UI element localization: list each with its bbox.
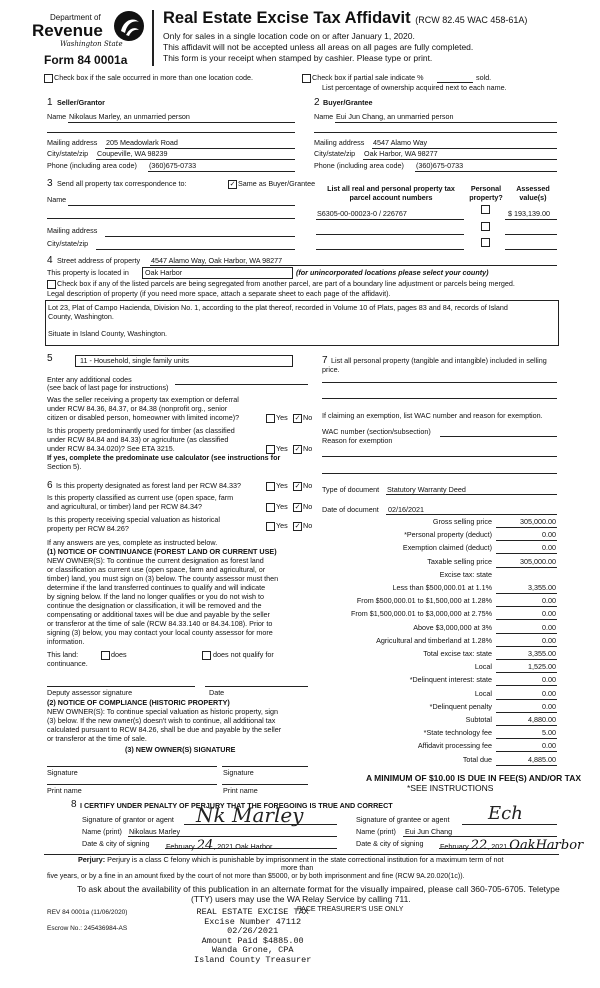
tax-row-line <box>496 593 557 594</box>
tax-row-value[interactable]: 0.00 <box>542 623 556 632</box>
parcel-number-1[interactable]: S6305-00-00023-0 / 226767 <box>317 209 407 218</box>
q-exemption-c: citizen or disabled person, homeowner with limited income)? <box>47 413 240 422</box>
doc-date-line <box>386 514 557 515</box>
tax-row-label: *Personal property (deduct) <box>404 530 492 539</box>
grantee-day: 22 <box>470 838 488 853</box>
personal-checkbox-2[interactable] <box>481 222 490 231</box>
owner-sig-line-2[interactable] <box>222 766 308 767</box>
exempt-claim-label: If claiming an exemption, list WAC number and reason for exemption. <box>322 411 543 420</box>
treasurer-use-label: PACE TREASURER'S USE ONLY <box>297 906 404 913</box>
multi-location-label: Check box if the sale occurred in more than one location code. <box>54 73 253 82</box>
perjury-line2: more than <box>281 863 314 872</box>
grantor-date-label: Date & city of signing <box>82 839 150 848</box>
legal-label: Legal description of property (if you need more space, attach a separate sheet to each page of the affidavit). <box>47 289 391 298</box>
use-code-value: 11 - Household, single family units <box>80 356 189 365</box>
deputy-signature-line[interactable] <box>47 686 195 687</box>
if-yes-instruction: If any answers are yes, complete as instructed below. <box>47 538 218 547</box>
assessed-value-1[interactable]: $ 193,139.00 <box>508 209 550 218</box>
segregated-label: Check box if any of the listed parcels are being segregated from another parcel, are part of a boundary line adjustment or parcels being merged. <box>57 279 515 288</box>
notice2-line-1: (3) below. If the new owner(s) doesn't wish to continue, all additional tax <box>47 716 276 725</box>
wac-label: WAC number (section/subsection) <box>322 427 431 436</box>
tax-row-label: Less than $500,000.01 at 1.1% <box>392 583 492 592</box>
notice2-title: (2) NOTICE OF COMPLIANCE (HISTORIC PROPERTY) <box>47 698 230 707</box>
tax-row-line <box>496 672 557 673</box>
notice2-line-2: calculated pursuant to RCW 84.26, shall be due and payable by the seller <box>47 725 282 734</box>
continuance-label: continuance. <box>47 659 88 668</box>
located-label: This property is located in <box>47 268 129 277</box>
grantee-name-value[interactable]: Eui Jun Chang <box>405 827 453 836</box>
notice1-title: (1) NOTICE OF CONTINUANCE (FOREST LAND OR CURRENT USE) <box>47 547 277 556</box>
reason-line-1[interactable] <box>322 456 557 457</box>
does-not-checkbox[interactable] <box>202 651 211 660</box>
access-line2: (TTY) users may use the WA Relay Service by calling 711. <box>191 894 411 904</box>
minimum-fee-note: A MINIMUM OF $10.00 IS DUE IN FEE(S) AND/OR TAX <box>366 773 582 783</box>
timber-no-checkbox[interactable]: ✓ <box>294 446 301 453</box>
current-use-no-label: No <box>303 502 313 511</box>
q-current-use-a: Is this property classified as current use (open space, farm <box>47 493 234 502</box>
seller-name-line <box>68 122 295 123</box>
tax-row-value[interactable]: 1,525.00 <box>528 662 556 671</box>
seller-mailing-value[interactable]: 205 Meadowlark Road <box>106 138 178 147</box>
tax-row-label: From $1,500,000.01 to $3,000,000 at 2.75% <box>350 609 492 618</box>
tax-row-label: Local <box>474 662 492 671</box>
stamp-line-4: Wanda Grone, CPA <box>211 945 294 956</box>
tax-row-value[interactable]: 0.00 <box>542 675 556 684</box>
tax-row-value[interactable]: 3,355.00 <box>528 583 556 592</box>
personal-checkbox-3[interactable] <box>481 238 490 247</box>
tax-row-value[interactable]: 0.00 <box>542 689 556 698</box>
buyer-heading: Buyer/Grantee <box>323 98 373 107</box>
reason-label: Reason for exemption <box>322 436 393 445</box>
stamp-line-0: REAL ESTATE EXCISE TAX <box>196 907 309 917</box>
tax-row-label: Total due <box>462 755 492 764</box>
grantee-date-value[interactable] <box>440 838 583 854</box>
tax-row-line <box>496 646 557 647</box>
grantee-signature: Ech <box>488 803 523 824</box>
notice1-line-4: by signing below. If the land no longer qualifies or you do not wish to <box>47 592 264 601</box>
see-instructions-note: *SEE INSTRUCTIONS <box>407 783 494 793</box>
assessed-line-3[interactable] <box>505 249 557 250</box>
q-current-use-b: and agricultural, or timber) land per RCW 84.34? <box>47 502 203 511</box>
timber-yes-label: Yes <box>276 444 288 453</box>
grantor-name-line <box>128 836 337 837</box>
tax-row-line <box>496 567 557 568</box>
tax-row-value[interactable]: 5.00 <box>542 728 556 737</box>
owner-print-label-1: Print name <box>47 786 82 795</box>
seller-heading: Seller/Grantor <box>57 98 105 107</box>
tax-row-line <box>496 765 557 766</box>
notice1-line-1: or classification as current use (open space, farm and agricultural, or <box>47 565 266 574</box>
tax-row-value[interactable]: 4,885.00 <box>528 755 556 764</box>
seller-phone-value[interactable]: (360)675-0733 <box>149 161 197 170</box>
current-use-yes-label: Yes <box>276 502 288 511</box>
seller-blank-line <box>47 132 295 133</box>
perjury-line3: five years, or by a fine in an amount fixed by the court of not more than $5000, or by both imprisonment and fine (RCW 9A.20.020(1c)). <box>47 873 465 880</box>
header-line3: This form is your receipt when stamped by cashier. Please type or print. <box>163 53 433 63</box>
grantor-name-label: Name (print) <box>82 827 122 836</box>
tax-row-value[interactable]: 4,880.00 <box>528 715 556 724</box>
tax-row-value[interactable]: 0.00 <box>542 702 556 711</box>
grantor-sig-label: Signature of grantor or agent <box>82 815 174 824</box>
seller-city-value[interactable]: Coupeville, WA 98239 <box>97 149 168 158</box>
tax-row-value[interactable]: 305,000.00 <box>520 557 556 566</box>
exemption-no-checkbox[interactable]: ✓ <box>294 415 301 422</box>
partial-sale-label <box>312 74 423 83</box>
tax-row-line <box>496 659 557 660</box>
buyer-city-line <box>363 159 557 160</box>
if-yes-text: If yes, complete the predominate use calculator (see instructions for <box>47 453 281 462</box>
tax-row-label: Affidavit processing fee <box>417 741 492 750</box>
grantor-date-rest: , 2021 Oak Harbor <box>213 842 273 851</box>
parcel-line-3[interactable] <box>316 249 464 250</box>
partial-sale-text: Check box if partial sale indicate % <box>312 73 424 82</box>
section3-number: 3 <box>47 178 53 189</box>
corr-blank-line <box>47 218 295 219</box>
corr-name-line[interactable] <box>68 205 295 206</box>
doc-date-value[interactable]: 02/16/2021 <box>388 505 424 514</box>
tax-row-value[interactable]: 0.00 <box>542 609 556 618</box>
doc-type-value[interactable]: Statutory Warranty Deed <box>387 485 466 494</box>
access-line1: To ask about the availability of this publication in an alternate format for the visually impaired, please call 360-705-6705. Teletype <box>77 884 560 894</box>
q-historic-b: property per RCW 84.26? <box>47 524 129 533</box>
certify-statement: I CERTIFY UNDER PENALTY OF PERJURY THAT THE FOREGOING IS TRUE AND CORRECT <box>80 801 393 810</box>
buyer-city-value[interactable]: Oak Harbor, WA 98277 <box>364 149 438 158</box>
tax-row-value[interactable]: 0.00 <box>542 741 556 750</box>
notice1-line-2: timber) land, you must sign on (3) below. The county assessor must then <box>47 574 279 583</box>
exemption-yes-label: Yes <box>276 413 288 422</box>
tax-row-label: *Delinquent interest: state <box>409 675 492 684</box>
exemption-no-label: No <box>303 413 313 422</box>
does-label: does <box>111 650 127 659</box>
historic-no-label: No <box>303 521 313 530</box>
tax-row-line <box>496 540 557 541</box>
tax-row-value[interactable]: 305,000.00 <box>520 517 556 526</box>
seller-name-label: Name <box>47 112 67 121</box>
grantor-name-value[interactable]: Nikolaus Marley <box>129 827 181 836</box>
notice2-line-0: NEW OWNER(S): To continue special valuation as historic property, sign <box>47 707 279 716</box>
notice1-line-9: information. <box>47 637 85 646</box>
street-value[interactable]: 4547 Alamo Way, Oak Harbor, WA 98277 <box>151 256 283 265</box>
grantee-year: , 2021 <box>487 842 508 851</box>
escrow-number: Escrow No.: 245436984-AS <box>47 925 128 932</box>
q-timber-e: Section 5). <box>47 462 82 471</box>
timber-no-label: No <box>303 444 313 453</box>
doc-type-label: Type of document <box>322 485 380 494</box>
wac-line[interactable] <box>440 436 557 437</box>
q-timber-b: under RCW 84.84 and 84.33) or agriculture (as classified <box>47 435 229 444</box>
owner-sig-label-1: Signature <box>47 768 78 777</box>
seller-city-label: City/state/zip <box>47 149 89 158</box>
tax-row-line <box>496 712 557 713</box>
tax-row-label: Local <box>474 689 492 698</box>
corr-city-line[interactable] <box>96 249 295 250</box>
owner-print-label-2: Print name <box>223 786 258 795</box>
located-value: Oak Harbor <box>145 268 183 277</box>
dept-line1: Department of <box>50 13 101 22</box>
tax-row-label: From $500,000.01 to $1,500,000 at 1.28% <box>356 596 492 605</box>
current-use-no-checkbox[interactable]: ✓ <box>294 504 301 511</box>
tax-row-value[interactable]: 0.00 <box>542 636 556 645</box>
reason-line-2[interactable] <box>322 473 557 474</box>
notice1-line-5: continue the designation or classification, it will be removed and the <box>47 601 262 610</box>
parcel-header: List all real and personal property tax parcel account numbers <box>327 184 455 202</box>
q-exemption-a: Was the seller receiving a property tax exemption or deferral <box>47 395 239 404</box>
tax-row-label: Taxable selling price <box>427 557 492 566</box>
notice1-line-3: determine if the land transferred continues to qualify and will indicate <box>47 583 266 592</box>
grantor-month: February <box>166 842 195 851</box>
personal-checkbox-1[interactable] <box>481 205 490 214</box>
doc-date-label: Date of document <box>322 505 379 514</box>
forest-yes-checkbox[interactable] <box>266 482 275 491</box>
notice1-line-7: or transferor at the time of sale (RCW 84.33.140 or 84.34.108). Prior to <box>47 619 273 628</box>
addl-codes-label-b: (see back of last page for instructions) <box>47 383 169 392</box>
title-main: Real Estate Excise Tax Affidavit <box>163 9 411 27</box>
buyer-name-label: Name <box>314 112 334 121</box>
tax-row-line <box>496 738 557 739</box>
header-line2: This affidavit will not be accepted unless all areas on all pages are fully completed. <box>163 42 474 52</box>
assessed-line-2[interactable] <box>505 234 557 235</box>
tax-row-line <box>496 527 557 528</box>
owner-sig-line-1[interactable] <box>47 766 217 767</box>
tax-row-line <box>496 619 557 620</box>
seller-mailing-label: Mailing address <box>47 138 98 147</box>
tax-row-line <box>496 633 557 634</box>
tax-row-line <box>496 751 557 752</box>
buyer-mailing-label: Mailing address <box>314 138 365 147</box>
tax-row-value[interactable]: 0.00 <box>542 596 556 605</box>
header-divider <box>152 10 154 66</box>
tax-row-line <box>496 553 557 554</box>
located-note: (for unincorporated locations please select your county) <box>296 268 489 277</box>
section6-number: 6 <box>47 480 53 491</box>
addl-codes-line[interactable] <box>175 384 308 385</box>
stamp-line-5: Island County Treasurer <box>194 954 312 965</box>
grantee-date-label: Date & city of signing <box>356 839 424 848</box>
same-as-buyer-label: Same as Buyer/Grantee <box>238 179 316 188</box>
grantee-name-label: Name (print) <box>356 827 396 836</box>
tax-row-line <box>496 699 557 700</box>
grantor-date-value[interactable] <box>166 838 272 854</box>
buyer-name-value[interactable]: Eui Jun Chang, an unmarried person <box>336 112 454 121</box>
legal-line2: County, Washington. <box>48 312 114 321</box>
current-use-yes-checkbox[interactable] <box>266 503 275 512</box>
q-historic-a: Is this property receiving special valuation as historical <box>47 515 220 524</box>
perjury-label: Perjury: <box>78 855 106 864</box>
buyer-name-line <box>335 122 557 123</box>
owner-print-line-2[interactable] <box>222 784 308 785</box>
tax-row-label: Exemption claimed (deduct) <box>402 543 492 552</box>
segregated-checkbox[interactable] <box>47 280 56 289</box>
buyer-phone-value[interactable]: (360)675-0733 <box>416 161 464 170</box>
section2-number: 2 <box>314 97 320 108</box>
tax-row-label: Excise tax: state <box>439 570 492 579</box>
q-exemption-b: under RCW 84.36, 84.37, or 84.38 (nonprofit org., senior <box>47 404 228 413</box>
partial-sale-checkbox[interactable] <box>302 74 311 83</box>
section1-number: 1 <box>47 97 53 108</box>
forest-no-checkbox[interactable]: ✓ <box>294 483 301 490</box>
section7-number: 7 <box>322 355 328 366</box>
tax-row-label: Agricultural and timberland at 1.28% <box>376 636 492 645</box>
tax-row-label: Total excise tax: state <box>423 649 492 658</box>
owner-print-line-1[interactable] <box>47 784 217 785</box>
deputy-date-label: Date <box>209 688 225 697</box>
tax-row-line <box>496 606 557 607</box>
tax-row-label: Subtotal <box>465 715 492 724</box>
grantee-city: OakHarbor <box>509 838 584 853</box>
street-line <box>150 265 557 266</box>
deputy-date-line[interactable] <box>205 686 308 687</box>
owner-sig-label-2: Signature <box>223 768 254 777</box>
perjury-text-1: Perjury is a class C felony which is punishable by imprisonment in the state correctional institution for a maximum term of not <box>107 855 504 864</box>
rev-number: REV 84 0001a (11/06/2020) <box>47 909 128 916</box>
buyer-blank-line <box>314 132 557 133</box>
multi-location-checkbox[interactable] <box>44 74 53 83</box>
grantee-date-line <box>439 848 557 849</box>
exemption-yes-checkbox[interactable] <box>266 414 275 423</box>
historic-no-checkbox[interactable]: ✓ <box>294 523 301 530</box>
notice2-line-3: or transferor at the time of sale. <box>47 734 147 743</box>
buyer-city-label: City/state/zip <box>314 149 356 158</box>
page-title <box>163 9 527 29</box>
section3-text: Send all property tax correspondence to: <box>57 179 187 188</box>
corr-name-label: Name <box>47 195 67 204</box>
section5-number: 5 <box>47 353 53 364</box>
grantor-date-line <box>165 848 337 849</box>
seller-phone-line <box>148 171 295 172</box>
form-number: Form 84 0001a <box>44 53 128 67</box>
tax-row-line <box>496 685 557 686</box>
does-checkbox[interactable] <box>101 651 110 660</box>
header-line1: Only for sales in a single location code on or after January 1, 2020. <box>163 31 415 41</box>
historic-yes-checkbox[interactable] <box>266 522 275 531</box>
notice1-line-0: NEW OWNER(S): To continue the current designation as forest land <box>47 556 264 565</box>
section7-text-a: List all personal property (tangible and intangible) included in selling <box>331 356 547 365</box>
q-timber-d <box>47 454 280 463</box>
doc-type-line <box>386 494 557 495</box>
seller-name-value[interactable]: Nikolaus Marley, an unmarried person <box>69 112 190 121</box>
addl-codes-label-a: Enter any additional codes <box>47 375 132 384</box>
legal-line3: Situate in Island County, Washington. <box>48 329 168 338</box>
tax-row-label: Gross selling price <box>432 517 492 526</box>
grantor-day: 24 <box>196 838 214 853</box>
assessed-line-1 <box>505 219 557 220</box>
title-ref: (RCW 82.45 WAC 458-61A) <box>415 15 528 25</box>
assessed-header: Assessed value(s) <box>516 184 550 202</box>
tax-row-label: *State technology fee <box>423 728 492 737</box>
buyer-phone-label: Phone (including area code) <box>314 161 404 170</box>
section7-text-b: price. <box>322 365 340 374</box>
q-timber-a: Is this property predominantly used for timber (as classified <box>47 426 235 435</box>
personal-property-line-1[interactable] <box>322 382 557 383</box>
dept-state: Washington State <box>60 40 123 48</box>
dor-logo-icon <box>112 9 146 43</box>
this-land-label: This land: <box>47 650 79 659</box>
tax-row-value[interactable]: 0.00 <box>542 543 556 552</box>
tax-row-label: *Delinquent penalty <box>429 702 492 711</box>
q-forest: Is this property designated as forest land per RCW 84.33? <box>56 481 241 490</box>
partial-sold-label: sold. <box>476 73 492 82</box>
partial-list-note: List percentage of ownership acquired next to each name. <box>322 83 507 92</box>
notice1-line-8: signing (3) below, you may contact your local county assessor for more <box>47 628 273 637</box>
deputy-signature-label: Deputy assessor signature <box>47 688 133 697</box>
stamp-line-1: Excise Number 47112 <box>204 916 302 927</box>
street-label: Street address of property <box>57 256 141 265</box>
seller-city-line <box>96 159 295 160</box>
tax-row-line <box>496 725 557 726</box>
tax-row-label: Above $3,000,000 at 3% <box>413 623 492 632</box>
parcel-line-2[interactable] <box>316 234 464 235</box>
seller-phone-label: Phone (including area code) <box>47 161 137 170</box>
q-timber-c: under RCW 84.34.020)? See ETA 3215. <box>47 444 175 453</box>
corr-mailing-line[interactable] <box>105 236 295 237</box>
grantee-month: February <box>440 842 469 851</box>
legal-line1: Lot 23, Plat of Campo Hacienda, Division No. 1, according to the plat thereof, recorded in Volume 10 of Plats, pages 83 and 84, records of Island <box>48 303 508 312</box>
dept-line2: Revenue <box>32 21 103 40</box>
forest-no-label: No <box>303 481 313 490</box>
section4-number: 4 <box>47 255 53 266</box>
new-owner-signature-title: (3) NEW OWNER(S) SIGNATURE <box>125 745 236 754</box>
forest-yes-label: Yes <box>276 481 288 490</box>
parcel-line-1 <box>316 219 464 220</box>
does-not-label: does not qualify for <box>213 650 274 659</box>
corr-mailing-label: Mailing address <box>47 226 98 235</box>
tax-row-value[interactable]: 0.00 <box>542 530 556 539</box>
grantee-name-line <box>403 836 557 837</box>
stamp-line-2: 02/26/2021 <box>227 926 279 937</box>
grantee-sig-label: Signature of grantee or agent <box>356 815 450 824</box>
historic-yes-label: Yes <box>276 521 288 530</box>
personal-property-line-2[interactable] <box>322 398 557 399</box>
section8-number: 8 <box>71 799 77 810</box>
stamp-line-3: Amount Paid $4885.00 <box>201 935 304 946</box>
buyer-phone-line <box>415 171 557 172</box>
notice1-line-6: compensating or additional taxes will be due and payable by the seller <box>47 610 270 619</box>
tax-row-value[interactable]: 3,355.00 <box>528 649 556 658</box>
treasurer-stamp <box>194 908 311 966</box>
grantor-signature: Nk Marley <box>196 803 304 827</box>
same-as-buyer-checkbox[interactable]: ✓ <box>229 181 236 188</box>
corr-city-label: City/state/zip <box>47 239 89 248</box>
buyer-mailing-value[interactable]: 4547 Alamo Way <box>373 138 428 147</box>
personal-header: Personal property? <box>469 184 503 202</box>
